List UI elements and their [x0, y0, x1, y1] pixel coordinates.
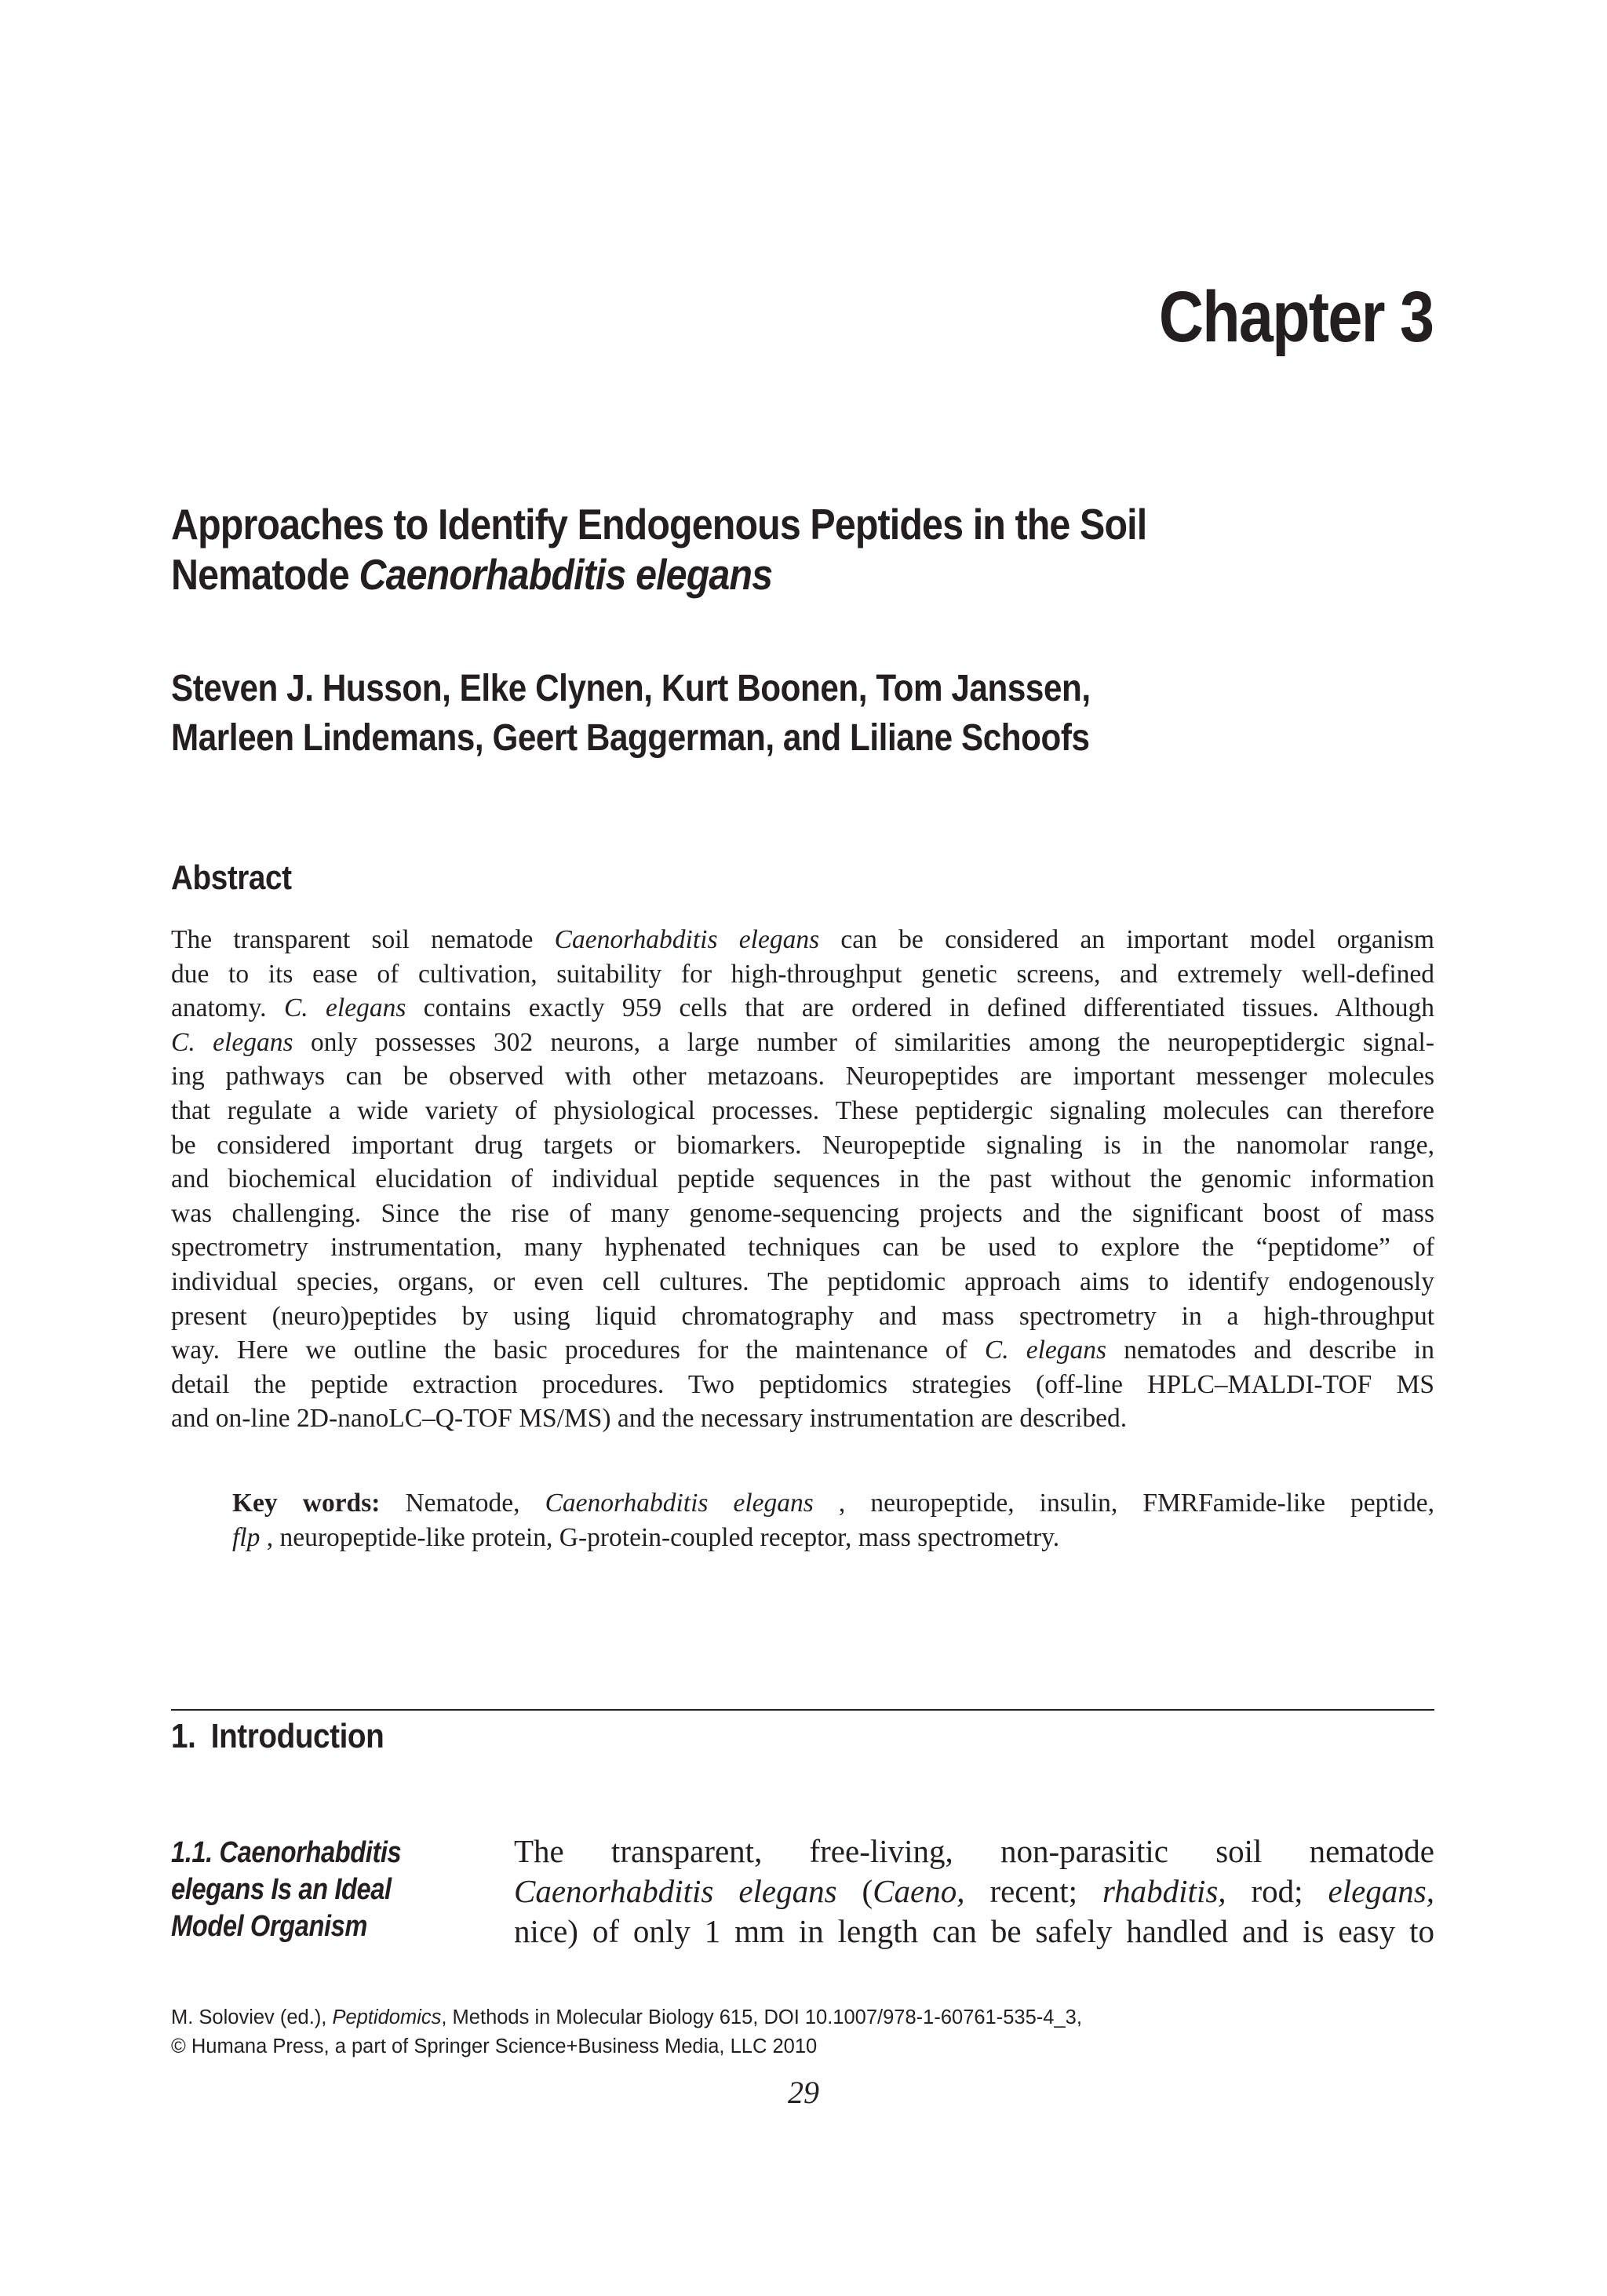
- chapter-label: Chapter 3: [1158, 277, 1433, 357]
- abstract-text: only possesses 302 neurons, a large number of similarities among the neuropeptidergic signal-: [293, 1027, 1434, 1057]
- subsection-heading: [171, 1835, 401, 1945]
- abstract-line: individual species, organs, or even cell cultures. The peptidomic approach aims to identify endogenously: [171, 1266, 1434, 1296]
- title-line-2-text: Nematode: [171, 550, 359, 599]
- abstract-line: due to its ease of cultivation, suitability for high-throughput genetic screens, and extremely well-defined: [171, 959, 1434, 989]
- section-title: Introduction: [210, 1717, 384, 1755]
- keywords-text: , neuropeptide-like protein, G-protein-coupled receptor, mass spectrometry.: [260, 1523, 1060, 1552]
- body-text: (: [836, 1873, 873, 1909]
- abstract-line: and on-line 2D-nanoLC–Q-TOF MS/MS) and the necessary instrumentation are described.: [171, 1404, 1128, 1434]
- abstract-text: nematodes and describe in: [1106, 1336, 1434, 1365]
- body-text: rod;: [1226, 1873, 1328, 1909]
- abstract-body: [171, 923, 1434, 1436]
- title-species-name: Caenorhabditis elegans: [359, 550, 773, 599]
- abstract-text: can be considered an important model organism: [819, 925, 1434, 954]
- keywords-text: , neuropeptide, insulin, FMRFamide-like peptide,: [813, 1489, 1435, 1518]
- body-text: recent;: [964, 1873, 1102, 1909]
- abstract-italic: C. elegans: [283, 993, 406, 1023]
- abstract-italic: C. elegans: [984, 1336, 1107, 1365]
- keywords: [232, 1486, 1434, 1555]
- body-line: The transparent, free-living, non-parasitic soil nematode: [514, 1833, 1434, 1869]
- footer-citation: [171, 2003, 1082, 2061]
- section-divider: [171, 1709, 1434, 1711]
- body-line: [514, 1871, 1434, 1912]
- keywords-italic: Caenorhabditis elegans: [545, 1489, 814, 1518]
- abstract-line: [171, 1333, 1434, 1368]
- authors-line-2: Marleen Lindemans, Geert Baggerman, and Liliane Schoofs: [171, 717, 1090, 759]
- abstract-line: that regulate a wide variety of physiological processes. These peptidergic signaling molecules can therefore: [171, 1095, 1434, 1125]
- abstract-line: [171, 923, 1434, 957]
- introduction-body: [514, 1831, 1434, 1952]
- author-list: [171, 664, 1331, 763]
- body-italic: elegans,: [1328, 1873, 1435, 1909]
- title-line-2: [171, 549, 1331, 600]
- authors-line-1: Steven J. Husson, Elke Clynen, Kurt Boonen, Tom Janssen,: [171, 668, 1091, 709]
- title-line-1: Approaches to Identify Endogenous Peptides in the Soil: [171, 500, 1147, 548]
- abstract-line: and biochemical elucidation of individual peptide sequences in the past without the genomic information: [171, 1164, 1434, 1194]
- abstract-text: The transparent soil nematode: [171, 925, 555, 954]
- abstract-line: ing pathways can be observed with other metazoans. Neuropeptides are important messenger molecules: [171, 1062, 1434, 1092]
- abstract-line: be considered important drug targets or biomarkers. Neuropeptide signaling is in the nanomolar range,: [171, 1130, 1434, 1160]
- abstract-italic: C. elegans: [171, 1027, 293, 1057]
- section-number: 1.: [171, 1717, 196, 1755]
- keywords-line: [232, 1486, 1434, 1521]
- body-italic: Caeno,: [873, 1873, 965, 1909]
- abstract-line: present (neuro)peptides by using liquid chromatography and mass spectrometry in a high-throughput: [171, 1301, 1434, 1331]
- abstract-text: contains exactly 959 cells that are ordered in defined differentiated tissues. Although: [406, 993, 1434, 1023]
- abstract-line: [171, 991, 1434, 1026]
- subsection-heading-line-2: elegans Is an Ideal: [171, 1873, 392, 1906]
- chapter-title: [171, 499, 1331, 600]
- abstract-line: spectrometry instrumentation, many hyphenated techniques can be used to explore the “peptidome” of: [171, 1233, 1434, 1263]
- abstract-line: [171, 1026, 1434, 1060]
- abstract-text: way. Here we outline the basic procedures for the maintenance of: [171, 1336, 985, 1365]
- body-line: nice) of only 1 mm in length can be safely handled and is easy to: [514, 1913, 1434, 1949]
- citation-line-2: © Humana Press, a part of Springer Science+Business Media, LLC 2010: [171, 2035, 818, 2057]
- keywords-line: [232, 1521, 1434, 1555]
- section-heading-introduction: [171, 1717, 384, 1756]
- body-italic: Caenorhabditis elegans: [514, 1873, 837, 1909]
- citation-line-1: [171, 2003, 1082, 2032]
- citation-text: M. Soloviev (ed.),: [171, 2006, 333, 2028]
- abstract-line: detail the peptide extraction procedures. Two peptidomics strategies (off-line HPLC–MALDI-TOF MS: [171, 1369, 1434, 1399]
- abstract-line: was challenging. Since the rise of many genome-sequencing projects and the significant boost of mass: [171, 1198, 1434, 1228]
- page-number: 29: [788, 2075, 819, 2110]
- body-italic: rhabditis,: [1102, 1873, 1226, 1909]
- subsection-heading-line-1: 1.1. Caenorhabditis: [171, 1836, 402, 1869]
- citation-text: , Methods in Molecular Biology 615, DOI 10.1007/978-1-60761-535-4_3,: [441, 2006, 1082, 2028]
- abstract-italic: Caenorhabditis elegans: [554, 925, 820, 954]
- keywords-text: Nematode,: [380, 1489, 545, 1518]
- citation-book-title: Peptidomics: [332, 2006, 442, 2028]
- subsection-heading-line-3: Model Organism: [171, 1910, 368, 1943]
- keywords-italic: flp: [232, 1523, 261, 1552]
- keywords-label: Key words:: [232, 1489, 381, 1518]
- abstract-heading: Abstract: [171, 858, 292, 897]
- abstract-text: anatomy.: [171, 993, 284, 1023]
